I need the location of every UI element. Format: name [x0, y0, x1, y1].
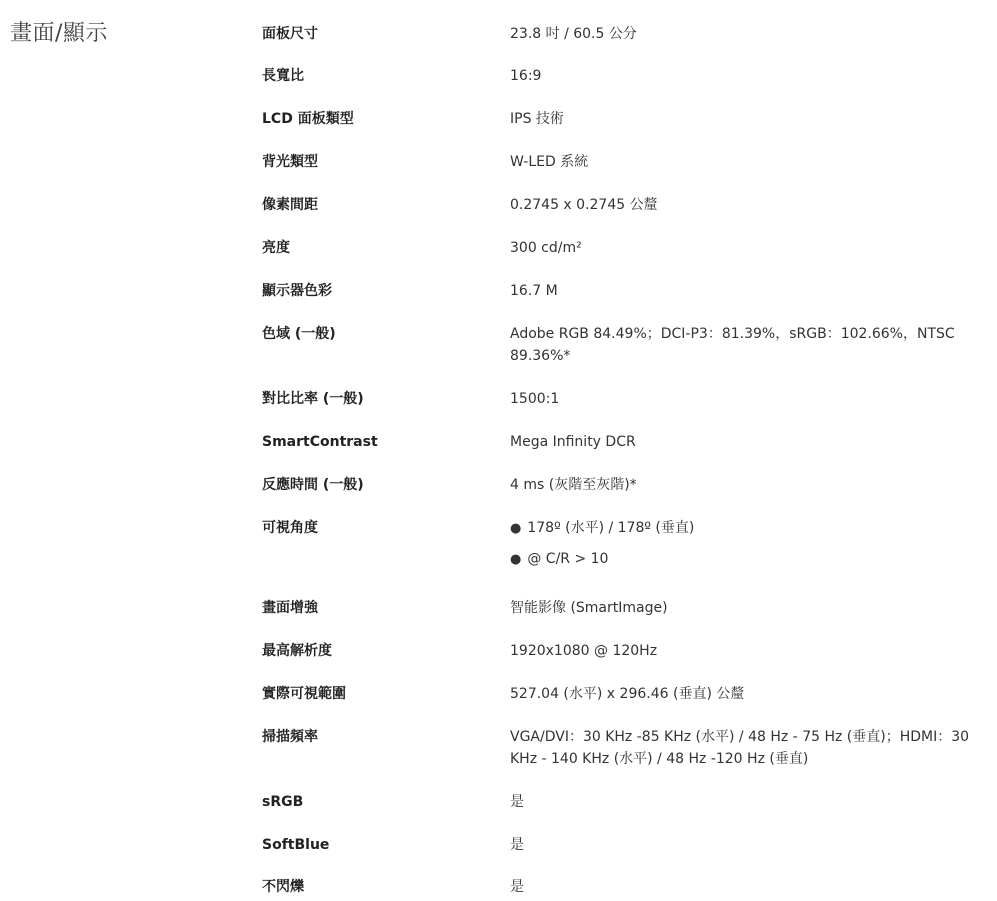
spec-value: 是: [510, 794, 524, 810]
spec-value: 智能影像 (SmartImage): [510, 600, 668, 616]
bullet-text: @ C/R > 10: [527, 551, 609, 567]
spec-label: 不閃爍: [262, 879, 304, 895]
bullet-item: [510, 548, 975, 571]
spec-value: 23.8 吋 / 60.5 公分: [510, 26, 637, 42]
bullet-dot-icon: ●: [510, 552, 522, 567]
spec-label: 對比比率 (一般): [262, 391, 364, 407]
spec-label: 反應時間 (一般): [262, 477, 364, 493]
spec-value: 4 ms (灰階至灰階)*: [510, 477, 637, 493]
spec-value: Adobe RGB 84.49%；DCI-P3：81.39%，sRGB：102.66%，NTSC 89.36%*: [510, 326, 955, 364]
spec-label: sRGB: [262, 794, 304, 810]
spec-label: 背光類型: [262, 154, 318, 170]
spec-value: 527.04 (水平) x 296.46 (垂直) 公釐: [510, 686, 745, 702]
spec-label: 亮度: [262, 240, 290, 256]
spec-label: 顯示器色彩: [262, 283, 332, 299]
spec-value: 16:9: [510, 68, 542, 84]
spec-value: 300 cd/m²: [510, 240, 582, 256]
spec-label: 色域 (一般): [262, 326, 336, 342]
spec-label: LCD 面板類型: [262, 111, 354, 127]
spec-label: 可視角度: [262, 520, 318, 536]
spec-label: 像素間距: [262, 197, 318, 213]
spec-label: 掃描頻率: [262, 729, 318, 745]
spec-value: 0.2745 x 0.2745 公釐: [510, 197, 658, 213]
section-title: 畫面/顯示: [10, 21, 108, 46]
spec-value: 1500:1: [510, 391, 560, 407]
bullet-item: [510, 517, 975, 540]
bullet-text: 178º (水平) / 178º (垂直): [527, 520, 695, 536]
spec-value: Mega Infinity DCR: [510, 434, 636, 450]
spec-label: 最高解析度: [262, 643, 332, 659]
spec-value: W-LED 系統: [510, 154, 589, 170]
spec-label: 面板尺寸: [262, 26, 318, 42]
spec-value: VGA/DVI：30 KHz -85 KHz (水平) / 48 Hz - 75 Hz (垂直)；HDMI：30 KHz - 140 KHz (水平) / 48 Hz -120 Hz (垂直): [510, 729, 970, 767]
spec-label: SoftBlue: [262, 837, 330, 853]
spec-value: IPS 技術: [510, 111, 564, 127]
spec-value: 1920x1080 @ 120Hz: [510, 643, 658, 659]
spec-label: 畫面增強: [262, 600, 318, 616]
spec-value-bullets: [510, 517, 975, 579]
spec-value: 16.7 M: [510, 283, 558, 299]
spec-value: 是: [510, 837, 524, 853]
spec-label: 長寬比: [262, 68, 304, 84]
spec-value: 是: [510, 879, 524, 895]
bullet-dot-icon: ●: [510, 521, 522, 536]
spec-label: SmartContrast: [262, 434, 378, 450]
spec-label: 實際可視範圍: [262, 686, 346, 702]
